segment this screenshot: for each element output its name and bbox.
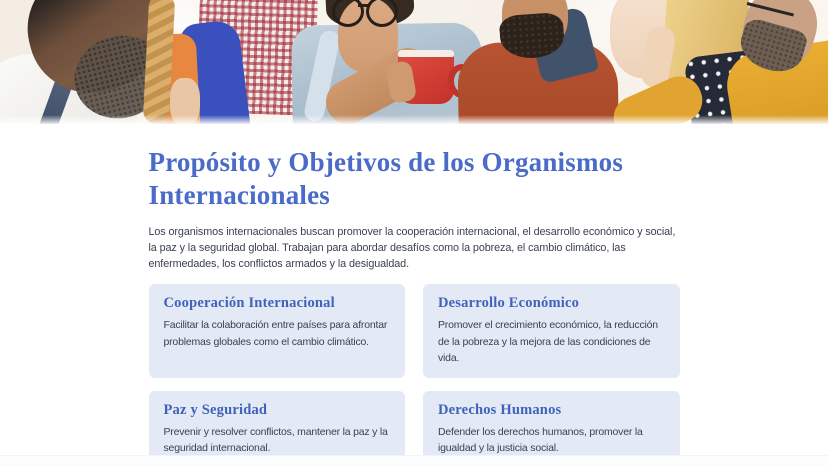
hero-photo	[0, 0, 828, 124]
hero-bottom-fade	[0, 115, 828, 124]
page-title: Propósito y Objetivos de los Organismos Internacionales	[148, 147, 624, 210]
card-cooperacion-internacional	[149, 284, 406, 378]
card-title: Desarrollo Económico	[438, 295, 580, 311]
main-content	[149, 124, 680, 466]
red-mug-rim	[398, 50, 454, 57]
card-title: Paz y Seguridad	[163, 401, 268, 418]
footer-strip	[0, 455, 828, 466]
card-desarrollo-economico	[423, 284, 680, 378]
card-title: Cooperación Internacional	[163, 295, 335, 311]
card-body: Prevenir y resolver conflictos, mantener la paz y la seguridad internacional.	[163, 425, 388, 454]
topic-cards-grid	[149, 284, 680, 466]
intro-paragraph: Los organismos internacionales buscan promover la cooperación internacional, el desarrollo económico y social, la paz y la seguridad global. Trabajan para abordar desafíos como la pobreza, el cambio climático, las enfermedades, los conflictos armados y la desigualdad.	[148, 226, 676, 270]
card-title: Derechos Humanos	[438, 401, 562, 418]
card-body: Promover el crecimiento económico, la reducción de la pobreza y la mejora de las condiciones de vida.	[438, 319, 658, 364]
card-body: Defender los derechos humanos, promover la igualdad y la justicia social.	[438, 425, 643, 454]
card-body: Facilitar la colaboración entre países para afrontar problemas globales como el cambio climático.	[163, 319, 388, 348]
round-glasses-bridge	[358, 4, 368, 7]
